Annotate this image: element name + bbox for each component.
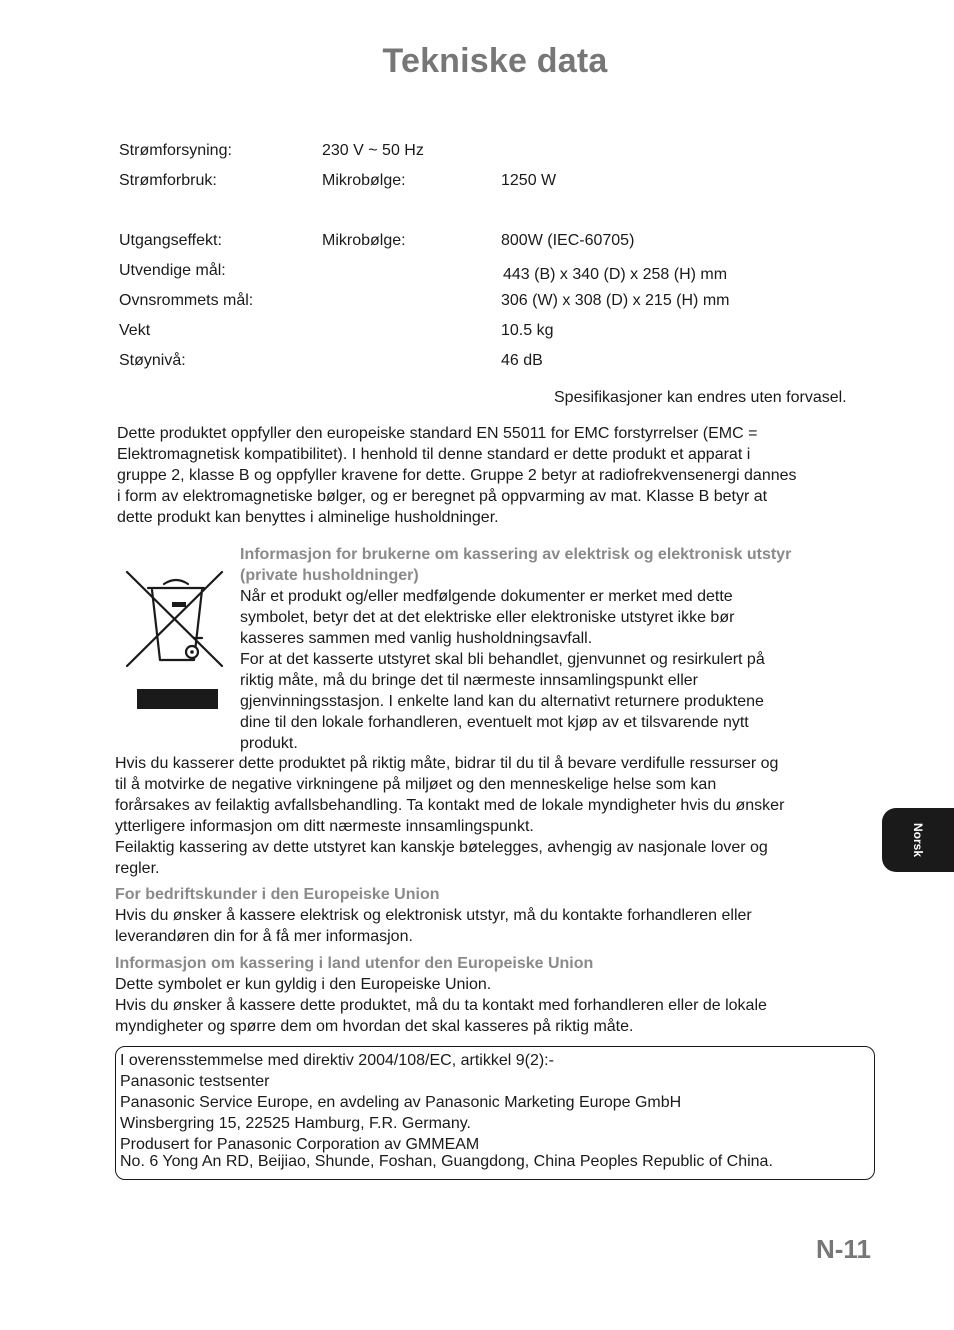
- spec-value: 1250 W: [501, 172, 557, 189]
- directive-text: [120, 1050, 773, 1172]
- paragraph-line: Dette symbolet er kun gyldig i den Europeiske Union.: [115, 976, 492, 993]
- language-tab-label: Norsk: [911, 822, 925, 858]
- outside-eu-section: [115, 953, 767, 1037]
- spec-label: Strømforbruk:: [119, 172, 217, 189]
- disposal-heading: Informasjon for brukerne om kassering av elektrisk og elektronisk utstyr: [240, 546, 792, 563]
- business-heading: For bedriftskunder i den Europeiske Union: [115, 886, 440, 903]
- paragraph-line: Hvis du ønsker å kassere elektrisk og elektronisk utstyr, må du kontakte forhandleren eller: [115, 907, 752, 924]
- paragraph-line: Hvis du ønsker å kassere dette produktet, må du ta kontakt med forhandleren eller de lokale: [115, 997, 767, 1014]
- paragraph-line: Når et produkt og/eller medfølgende dokumenter er merket med dette: [240, 588, 733, 605]
- paragraph-line: Feilaktig kassering av dette utstyret kan kanskje bøtelegges, avhengig av nasjonale lover og: [115, 839, 768, 856]
- spec-note: Spesifikasjoner kan endres uten forvasel.: [554, 389, 847, 406]
- directive-line: Produsert for Panasonic Corporation av GMMEAM: [120, 1136, 480, 1153]
- paragraph-line: myndigheter og spørre dem om hvordan det skal kasseres på riktig måte.: [115, 1018, 634, 1035]
- disposal-continued: [115, 753, 784, 879]
- spec-value: 10.5 kg: [501, 322, 554, 339]
- paragraph-line: ytterligere informasjon om ditt nærmeste innsamlingspunkt.: [115, 818, 534, 835]
- crossed-bin-icon: [124, 566, 228, 712]
- page-number: N-11: [816, 1234, 871, 1264]
- directive-line: Panasonic Service Europe, en avdeling av Panasonic Marketing Europe GmbH: [120, 1094, 682, 1111]
- paragraph-line: dette produkt kan benyttes i alminelige husholdninger.: [117, 509, 499, 526]
- paragraph-line: kasseres sammen med vanlig husholdningsavfall.: [240, 630, 593, 647]
- paragraph-line: gjenvinningsstasjon. I enkelte land kan du alternativt returnere produktene: [240, 693, 764, 710]
- spec-sub: Mikrobølge:: [322, 172, 406, 189]
- paragraph-line: Elektromagnetisk kompatibilitet). I henhold til denne standard er dette produkt et apparat i: [117, 446, 751, 463]
- paragraph-line: leverandøren din for å få mer informasjon.: [115, 928, 413, 945]
- paragraph-line: symbolet, betyr det at det elektriske eller elektroniske utstyret ikke bør: [240, 609, 735, 626]
- paragraph-line: gruppe 2, klasse B og oppfyller kravene for dette. Gruppe 2 betyr at radiofrekvensenergi dannes: [117, 467, 797, 484]
- spec-label: Strømforsyning:: [119, 142, 232, 159]
- paragraph-line: regler.: [115, 860, 160, 877]
- paragraph-line: For at det kasserte utstyret skal bli behandlet, gjenvunnet og resirkulert på: [240, 651, 765, 668]
- spec-sub: Mikrobølge:: [322, 232, 406, 249]
- disposal-section: [240, 544, 791, 754]
- paragraph-line: til å motvirke de negative virkningene på miljøet og den menneskelige helse som kan: [115, 776, 717, 793]
- page-title: Tekniske data: [382, 42, 608, 80]
- spec-label: Utvendige mål:: [119, 262, 226, 279]
- paragraph-line: dine til den lokale forhandleren, eventuelt mot kjøp av et tilsvarende nytt: [240, 714, 749, 731]
- paragraph-line: Dette produktet oppfyller den europeiske standard EN 55011 for EMC forstyrrelser (EMC =: [117, 425, 758, 442]
- spec-label: Utgangseffekt:: [119, 232, 222, 249]
- spec-value: 46 dB: [501, 352, 543, 369]
- spec-value: 800W (IEC-60705): [501, 232, 635, 249]
- paragraph-line: Hvis du kasserer dette produktet på riktig måte, bidrar til du til å bevare verdifulle ressurser og: [115, 755, 779, 772]
- paragraph-line: i form av elektromagnetiske bølger, og er beregnet på oppvarming av mat. Klasse B betyr at: [117, 488, 768, 505]
- paragraph-line: produkt.: [240, 735, 298, 752]
- paragraph-line: riktig måte, må du bringe det til nærmeste innsamlingspunkt eller: [240, 672, 698, 689]
- spec-value: 306 (W) x 308 (D) x 215 (H) mm: [501, 292, 730, 309]
- spec-sub: 230 V ~ 50 Hz: [322, 142, 424, 159]
- emc-paragraph: [117, 423, 797, 528]
- spec-label: Støynivå:: [119, 352, 186, 369]
- directive-line: Winsbergring 15, 22525 Hamburg, F.R. Germany.: [120, 1115, 471, 1132]
- directive-line: No. 6 Yong An RD, Beijiao, Shunde, Foshan, Guangdong, China Peoples Republic of China.: [120, 1153, 773, 1170]
- outside-eu-heading: Informasjon om kassering i land utenfor den Europeiske Union: [115, 955, 594, 972]
- business-section: [115, 884, 752, 947]
- spec-label: Ovnsrommets mål:: [119, 292, 254, 309]
- directive-line: Panasonic testsenter: [120, 1073, 270, 1090]
- spec-label: Vekt: [119, 322, 151, 339]
- paragraph-line: forårsakes av feilaktig avfallsbehandling. Ta kontakt med de lokale myndigheter hvis du ønsker: [115, 797, 785, 814]
- disposal-heading: (private husholdninger): [240, 567, 419, 584]
- spec-value: 443 (B) x 340 (D) x 258 (H) mm: [503, 266, 728, 283]
- language-tab: [882, 808, 954, 872]
- directive-line: I overensstemmelse med direktiv 2004/108/EC, artikkel 9(2):-: [120, 1052, 554, 1069]
